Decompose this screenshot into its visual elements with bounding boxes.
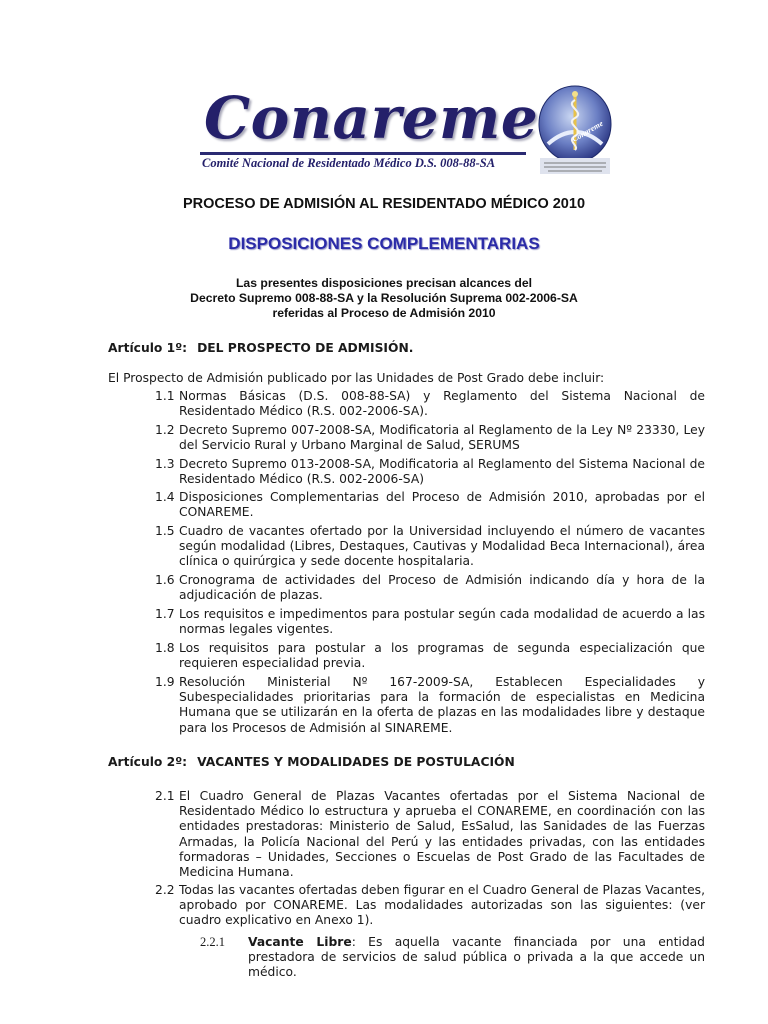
item-text: Cronograma de actividades del Proceso de Admisión indicando día y hora de la adjudicación de plazas.: [179, 573, 705, 603]
article-2-heading: [108, 755, 515, 770]
list-item: [155, 524, 705, 570]
item-text: Cuadro de vacantes ofertado por la Universidad incluyendo el número de vacantes según modalidad (Libres, Destaques, Cautivas y Modalidad Beca Internacional), área clínica o quirúrgica y sede docente hospitalaria.: [179, 524, 705, 569]
item-text: Normas Básicas (D.S. 008-88-SA) y Reglamento del Sistema Nacional de Residentado Médico (R.S. 002-2006-SA).: [179, 389, 705, 419]
list-item: [155, 883, 705, 929]
item-number: 1.2: [155, 423, 175, 437]
item-number: 1.4: [155, 490, 175, 504]
item-text: Resolución Ministerial Nº 167-2009-SA, Establecen Especialidades y Subespecialidades prioritarias para la formación de especialistas en Medicina Humana que se utilizarán en la oferta de plazas en las modalidades libre y destaque para los Procesos de Admisión al SINAREME.: [179, 675, 705, 735]
article-label: Artículo 1º:: [108, 341, 188, 355]
list-item: [155, 607, 705, 637]
item-text: Disposiciones Complementarias del Proceso de Admisión 2010, aprobadas por el CONAREME.: [179, 490, 705, 520]
list-item: [155, 675, 705, 736]
subitem-lead: Vacante Libre: [248, 935, 352, 949]
caduceus-seal-icon: [534, 84, 616, 176]
list-item: [155, 423, 705, 453]
list-item: [155, 573, 705, 603]
item-text: Los requisitos para postular a los programas de segunda especialización que requieren especialidad previa.: [179, 641, 705, 671]
intro-block: [0, 276, 768, 321]
item-number: 1.7: [155, 607, 175, 621]
item-number: 1.6: [155, 573, 175, 587]
item-number: 1.8: [155, 641, 175, 655]
intro-line: referidas al Proceso de Admisión 2010: [272, 306, 496, 320]
item-text: Decreto Supremo 007-2008-SA, Modificatoria al Reglamento de la Ley Nº 23330, Ley del Servicio Rural y Urbano Marginal de Salud, SERUMS: [179, 423, 705, 453]
sub-list-item: [200, 935, 705, 981]
header-logo: [196, 82, 616, 182]
subitem-text: : Es aquella vacante financiada por una entidad prestadora de servicios de salud pública o privada a la que accede un médico.: [248, 935, 705, 980]
document-subtitle: DISPOSICIONES COMPLEMENTARIAS: [228, 234, 540, 253]
list-item: [155, 490, 705, 520]
document-title: PROCESO DE ADMISIÓN AL RESIDENTADO MÉDICO 2010: [182, 196, 586, 212]
list-item: [155, 789, 705, 880]
article-1-heading: [108, 341, 413, 356]
article-title: VACANTES Y MODALIDADES DE POSTULACIÓN: [197, 755, 515, 769]
item-number: 1.1: [155, 389, 175, 403]
item-text: Decreto Supremo 013-2008-SA, Modificatoria al Reglamento del Sistema Nacional de Residentado Médico (R.S. 002-2006-SA): [179, 457, 705, 487]
list-item: [155, 641, 705, 671]
item-number: 1.9: [155, 675, 175, 689]
article-1-intro: El Prospecto de Admisión publicado por las Unidades de Post Grado debe incluir:: [108, 371, 605, 385]
item-number: 1.3: [155, 457, 175, 471]
list-item: [155, 389, 705, 419]
intro-line: Las presentes disposiciones precisan alcances del: [235, 276, 533, 290]
item-number: 1.5: [155, 524, 175, 538]
logo-subtitle: Comité Nacional de Residentado Médico D.S. 008-88-SA: [202, 156, 496, 170]
item-number: 2.2: [155, 883, 175, 897]
item-text: Los requisitos e impedimentos para postular según cada modalidad de acuerdo a las normas legales vigentes.: [179, 607, 705, 637]
seal-text: Conareme: [570, 118, 605, 144]
logo-rule: [200, 152, 526, 155]
subitem-number: 2.2.1: [200, 935, 225, 949]
article-title: DEL PROSPECTO DE ADMISIÓN.: [197, 341, 414, 355]
list-item: [155, 457, 705, 487]
intro-line: Decreto Supremo 008-88-SA y la Resolución Suprema 002-2006-SA: [190, 291, 578, 305]
logo-wordmark: Conareme: [204, 84, 539, 152]
article-label: Artículo 2º:: [108, 755, 188, 769]
item-text: Todas las vacantes ofertadas deben figurar en el Cuadro General de Plazas Vacantes, aprobado por CONAREME. Las modalidades autorizadas son las siguientes: (ver cuadro explicativo en Anexo 1).: [179, 883, 705, 928]
item-text: El Cuadro General de Plazas Vacantes ofertadas por el Sistema Nacional de Residentado Médico lo estructura y aprueba el CONAREME, en coordinación con las entidades prestadoras: Ministerio de Salud, EsSalud, las Sanidades de las Fuerzas Armadas, la Policía Nacional del Perú y las entidades privadas, con las entidades formadoras – Unidades, Secciones o Escuelas de Post Grado de las Facultades de Medicina Humana.: [179, 789, 705, 880]
item-number: 2.1: [155, 789, 175, 803]
